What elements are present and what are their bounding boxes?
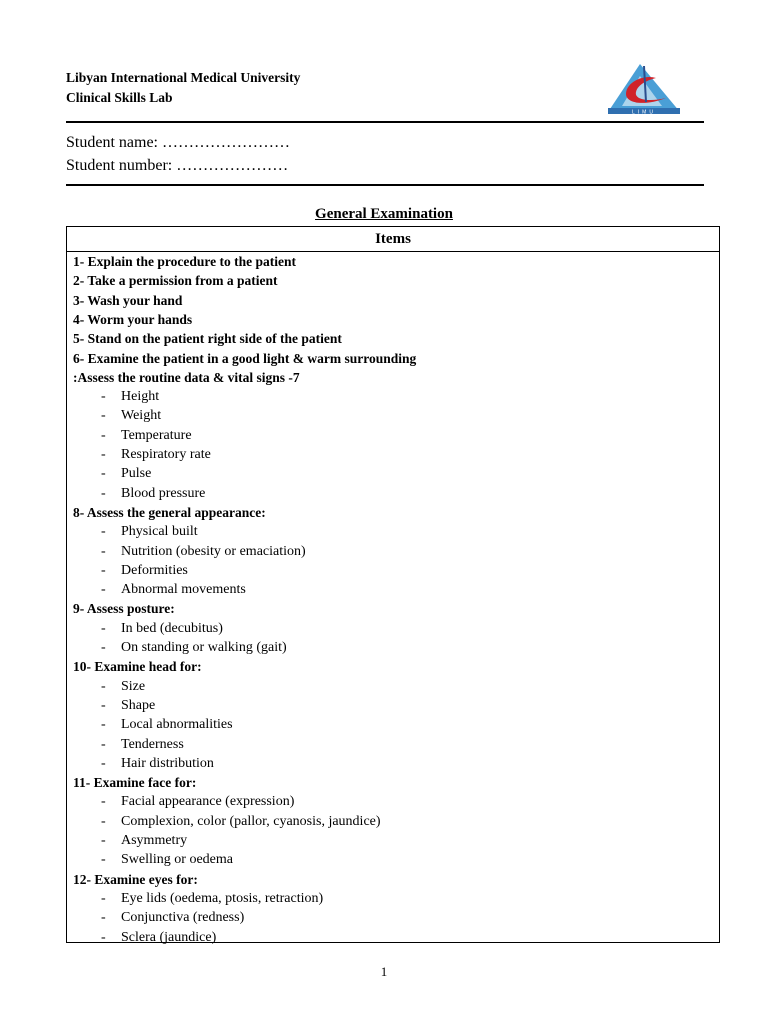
item-heading: 6- Examine the patient in a good light & warm surrounding <box>73 350 417 366</box>
bullet-dash: - <box>101 910 106 926</box>
sub-item-label: Hair distribution <box>121 755 214 771</box>
bullet-dash: - <box>101 717 106 733</box>
student-rule <box>66 184 704 186</box>
sub-item <box>73 426 713 445</box>
sub-item-label: Height <box>121 389 160 405</box>
bullet-dash: - <box>101 408 106 424</box>
student-number-field[interactable]: Student number: ………………… <box>66 157 289 174</box>
item-heading: 2- Take a permission from a patient <box>73 273 278 289</box>
sub-item <box>73 580 713 599</box>
sub-item <box>73 445 713 464</box>
bullet-dash: - <box>101 678 106 694</box>
university-name: Libyan International Medical University <box>66 70 301 85</box>
sub-item <box>73 561 713 580</box>
sub-item <box>73 831 713 850</box>
sub-item <box>73 484 713 503</box>
sub-item-label: Physical built <box>121 524 198 540</box>
sub-item-label: In bed (decubitus) <box>121 620 223 636</box>
sub-item-label: Temperature <box>121 427 192 443</box>
sub-item-label: Size <box>121 678 146 694</box>
item-heading: :Assess the routine data & vital signs -7 <box>73 369 300 385</box>
bullet-dash: - <box>101 466 106 482</box>
sub-item <box>73 522 713 541</box>
item-heading: 9- Assess posture: <box>73 601 175 617</box>
bullet-dash: - <box>101 697 106 713</box>
sub-item-label: Weight <box>121 408 162 424</box>
bullet-dash: - <box>101 524 106 540</box>
sub-item-label: Sclera (jaundice) <box>121 929 217 945</box>
bullet-dash: - <box>101 640 106 655</box>
sub-item-label: On standing or walking (gait) <box>121 640 287 655</box>
bullet-dash: - <box>101 794 106 810</box>
sub-item <box>73 715 713 734</box>
sub-item <box>73 735 713 754</box>
bullet-dash: - <box>101 389 106 405</box>
student-name-field[interactable]: Student name: …………………… <box>66 134 290 151</box>
bullet-dash: - <box>101 890 106 906</box>
lab-name: Clinical Skills Lab <box>66 90 173 105</box>
sub-item <box>73 850 713 869</box>
item-heading: 3- Wash your hand <box>73 292 183 308</box>
sub-item-label: Shape <box>121 697 156 713</box>
sub-item-label: Tenderness <box>121 736 184 752</box>
item-heading: 1- Explain the procedure to the patient <box>73 254 297 269</box>
form-title: General Examination <box>315 206 453 222</box>
item-heading: 10- Examine head for: <box>73 659 202 675</box>
sub-item <box>73 619 713 638</box>
sub-item-label: Local abnormalities <box>121 717 233 733</box>
sub-item <box>73 812 713 831</box>
items-table <box>66 226 720 943</box>
sub-item <box>73 696 713 715</box>
header-rule <box>66 121 704 123</box>
sub-item-label: Pulse <box>121 466 152 482</box>
sub-item-label: Swelling or oedema <box>121 852 233 868</box>
university-logo <box>604 62 684 116</box>
sub-item-label: Abnormal movements <box>121 582 246 598</box>
sub-item-label: Facial appearance (expression) <box>121 794 295 810</box>
sub-item-label: Respiratory rate <box>121 447 211 462</box>
page-number: 1 <box>380 964 388 979</box>
bullet-dash: - <box>101 755 106 771</box>
sub-item-label: Deformities <box>121 562 188 578</box>
sub-item-label: Eye lids (oedema, ptosis, retraction) <box>121 890 324 906</box>
item-heading: 4- Worm your hands <box>73 311 193 327</box>
sub-item-label: Asymmetry <box>121 833 188 848</box>
sub-item <box>73 387 713 406</box>
sub-item <box>73 754 713 773</box>
sub-item <box>73 406 713 425</box>
sub-item <box>73 542 713 561</box>
bullet-dash: - <box>101 427 106 443</box>
sub-item-label: Conjunctiva (redness) <box>121 910 245 926</box>
sub-item-label: Nutrition (obesity or emaciation) <box>121 543 306 559</box>
sub-item <box>73 792 713 811</box>
bullet-dash: - <box>101 562 106 578</box>
sub-item <box>73 908 713 927</box>
sub-item <box>73 889 713 908</box>
bullet-dash: - <box>101 582 106 598</box>
bullet-dash: - <box>101 833 106 848</box>
bullet-dash: - <box>101 447 106 462</box>
bullet-dash: - <box>101 485 106 501</box>
item-heading: 5- Stand on the patient right side of the patient <box>73 331 342 347</box>
bullet-dash: - <box>101 813 106 829</box>
sub-item <box>73 677 713 696</box>
item-heading: 8- Assess the general appearance: <box>73 504 266 520</box>
items-header: Items <box>67 227 719 252</box>
bullet-dash: - <box>101 543 106 559</box>
item-heading: 12- Examine eyes for: <box>73 871 198 887</box>
sub-item <box>73 638 713 657</box>
sub-item <box>73 928 713 947</box>
item-heading: 11- Examine face for: <box>73 775 197 791</box>
sub-item <box>73 464 713 483</box>
bullet-dash: - <box>101 620 106 636</box>
bullet-dash: - <box>101 736 106 752</box>
sub-item-label: Complexion, color (pallor, cyanosis, jaundice) <box>121 813 381 829</box>
bullet-dash: - <box>101 852 106 868</box>
sub-item-label: Blood pressure <box>121 485 206 501</box>
svg-text:LIMU: LIMU <box>632 109 656 116</box>
bullet-dash: - <box>101 929 106 945</box>
